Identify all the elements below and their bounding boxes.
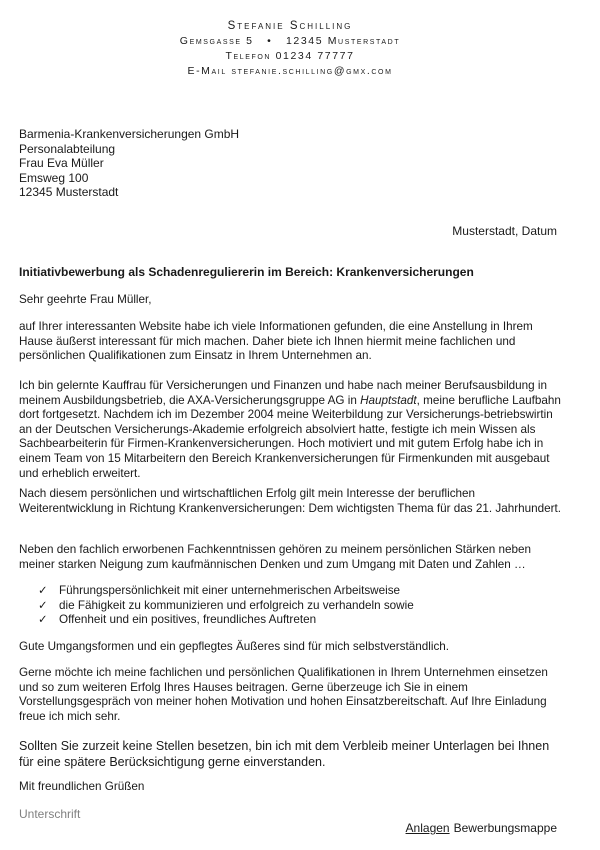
salutation: Sehr geehrte Frau Müller,: [19, 293, 152, 306]
signature: Unterschrift: [19, 807, 81, 821]
strengths-list: [38, 584, 414, 628]
sender-email: E-Mail stefanie.schilling@gmx.com: [187, 65, 393, 77]
recipient-contact: Frau Eva Müller: [19, 156, 104, 171]
subject-line: Initiativbewerbung als Schadenreguliererin im Bereich: Krankenversicherungen: [19, 265, 474, 279]
recipient-company: Barmenia-Krankenversicherungen GmbH: [19, 127, 240, 141]
sender-address: Gemsgasse 5 • 12345 Musterstadt: [179, 35, 401, 47]
attachments-item: Bewerbungsmappe: [453, 821, 557, 835]
list-item-text: Offenheit und ein positives, freundliches Auftreten: [59, 613, 317, 627]
paragraph-interest: Nach diesem persönlichen und wirtschaftlichen Erfolg gilt mein Interesse der beruflichen Weiterentwicklung in Richtung Krankenversicherungen: Dem wichtigsten Thema für das 21. Jahrhundert.: [19, 487, 562, 515]
paragraph-strengths: Neben den fachlich erworbenen Fachkenntnissen gehören zu meinem persönlichen Stärken neben meiner starken Neigung zum kaufmännischen Denken und zum Umgang mit Daten und Zahlen …: [19, 543, 531, 571]
paragraph-career-part2: , meine berufliche Laufbahn dort fortgesetzt. Nachdem ich im Dezember 2004 meine Weiterbildung zur Versicherungs-betriebswirtin an der Deutschen Versicherungs-Akademie erfolgreich absolviert hatte, festigte ich mein Wissen als Sachbearbeiterin für Firmen-Krankenversicherungen. Hoch motiviert und mit gutem Erfolg habe ich in einem Team von 15 Mitarbeitern den Bereich Krankenversicherungen für Firmenkunden mit ausgebaut und erheblich erweitert.: [19, 393, 561, 480]
checkmark-icon: ✓: [38, 598, 48, 612]
recipient-city: 12345 Musterstadt: [19, 185, 119, 200]
paragraph-intro: auf Ihrer interessanten Website habe ich viele Informationen gefunden, die eine Anstellung in Ihrem Hause äußerst interessant für mich machen. Daher biete ich Ihnen hiermit meine fachlichen und persönlichen Qualifikationen zum Einsatz in Ihrem Unternehmen an.: [19, 320, 533, 363]
paragraph-career: [19, 379, 564, 481]
sender-phone: Telefon 01234 77777: [225, 50, 355, 62]
list-item: [38, 584, 414, 599]
attachments: [406, 821, 557, 835]
checkmark-icon: ✓: [38, 584, 48, 597]
sender-name: Stefanie Schilling: [227, 20, 353, 32]
recipient-street: Emsweg 100: [19, 170, 89, 185]
recipient-address: [19, 127, 239, 200]
recipient-department: Personalabteilung: [19, 141, 116, 156]
paragraph-manners: Gute Umgangsformen und ein gepflegtes Äußeres sind für mich selbstverständlich.: [19, 640, 450, 653]
list-item: [38, 599, 414, 614]
paragraph-career-part1: Ich bin gelernte Kauffrau für Versicherungen und Finanzen und habe nach meiner Berufsausbildung in meinem Ausbildungsbetrieb, die AXA-Versicherungsgruppe AG in: [19, 379, 548, 407]
list-item: [38, 613, 414, 628]
attachments-label: Anlagen: [405, 821, 450, 835]
paragraph-retention: Sollten Sie zurzeit keine Stellen besetzen, bin ich mit dem Verbleib meiner Unterlagen bei Ihnen für eine spätere Berücksichtigung gerne einverstanden.: [19, 739, 550, 769]
checkmark-icon: ✓: [38, 613, 48, 627]
list-item-text: Führungspersönlichkeit mit einer unternehmerischen Arbeitsweise: [59, 584, 401, 597]
place-date: Musterstadt, Datum: [452, 224, 557, 238]
paragraph-motivation: Gerne möchte ich meine fachlichen und persönlichen Qualifikationen in Ihrem Unternehmen einsetzen und so zum weiteren Erfolg Ihres Hauses beitragen. Gerne überzeuge ich Sie in einem Vorstellungsgespräch von meiner hohen Motivation und hohen Einsatzbereitschaft. Auf Ihre Einladung freue ich mich sehr.: [19, 666, 548, 723]
paragraph-career-city: Hauptstadt: [360, 393, 417, 407]
list-item-text: die Fähigkeit zu kommunizieren und erfolgreich zu verhandeln sowie: [59, 598, 414, 612]
sender-header: [0, 19, 580, 79]
closing-greeting: Mit freundlichen Grüßen: [19, 780, 145, 793]
